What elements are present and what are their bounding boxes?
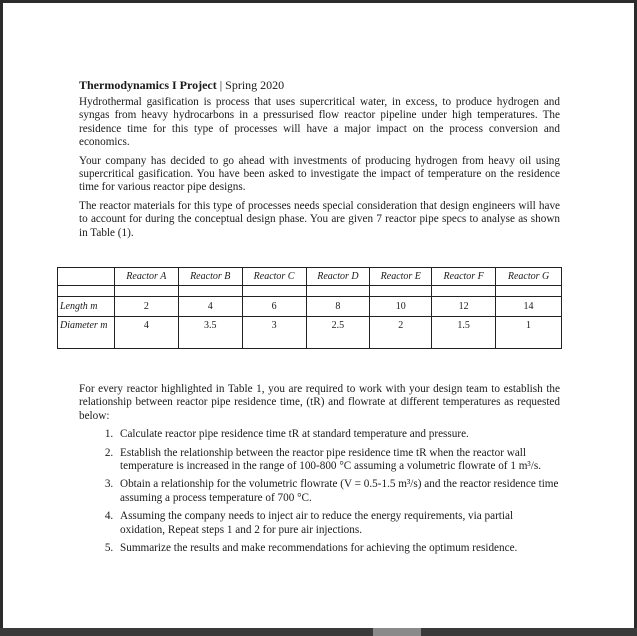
table-cell: 1.5 <box>432 317 496 349</box>
paragraph-requirements: For every reactor highlighted in Table 1, you are required to work with your design team to establish the relationship between reactor pipe residence time, (tR) and flowrate at different temperatures as requested below: <box>79 383 560 422</box>
header-cell: Reactor D <box>306 268 370 286</box>
row-label-length: Length m <box>58 297 115 317</box>
header-cell: Reactor G <box>496 268 562 286</box>
task-list <box>79 428 560 555</box>
table-cell: 10 <box>370 297 432 317</box>
list-item: 1. Calculate reactor pipe residence time tR at standard temperature and pressure. <box>116 428 560 441</box>
table-cell: 6 <box>242 297 306 317</box>
list-item: 2. Establish the relationship between the reactor pipe residence time tR when the reactor wall temperature is increased in the range of 100-800 °C assuming a volumetric flowrate of 1 m³/s. <box>116 447 560 474</box>
table-cell: 2 <box>370 317 432 349</box>
title-term: Spring 2020 <box>225 78 285 92</box>
table-cell: 2 <box>114 297 178 317</box>
document-body <box>79 78 560 245</box>
paragraph-company: Your company has decided to go ahead with investments of producing hydrogen from heavy oil using supercritical gasification. You have been asked to investigate the impact of temperature on the residence time for various reactor pipe designs. <box>79 154 560 194</box>
header-cell: Reactor F <box>432 268 496 286</box>
table-row <box>58 297 562 317</box>
document-title <box>79 78 560 93</box>
table-cell: 4 <box>114 317 178 349</box>
bottom-scrollbar[interactable] <box>0 628 637 636</box>
window-top-border <box>0 0 637 3</box>
list-item: 5. Summarize the results and make recommendations for achieving the optimum residence. <box>116 542 560 555</box>
window-left-border <box>0 0 3 636</box>
requirements-section <box>79 383 560 560</box>
title-separator: | <box>219 78 223 92</box>
table-header-row <box>58 268 562 286</box>
reactor-specs-table <box>57 267 562 349</box>
table-cell: 14 <box>496 297 562 317</box>
header-cell: Reactor C <box>242 268 306 286</box>
scrollbar-thumb[interactable] <box>373 628 421 636</box>
table-cell: 1 <box>496 317 562 349</box>
table-row <box>58 317 562 349</box>
paragraph-materials: The reactor materials for this type of processes needs special consideration that design engineers will have to account for during the conceptual design phase. You are given 7 reactor pipe specs to analyse as shown in Table (1). <box>79 199 560 239</box>
paragraph-intro: Hydrothermal gasification is process that uses supercritical water, in excess, to produce hydrogen and syngas from heavy hydrocarbons in a pressurised flow reactor pipeline under high temperatures. The residence time for this type of processes will have a major impact on the process conversion and economics. <box>79 96 560 149</box>
table-cell: 12 <box>432 297 496 317</box>
title-bold: Thermodynamics I Project <box>79 78 217 92</box>
header-cell: Reactor E <box>370 268 432 286</box>
table-cell: 8 <box>306 297 370 317</box>
table-cell: 3 <box>242 317 306 349</box>
row-label-diameter: Diameter m <box>58 317 115 349</box>
table-cell: 3.5 <box>178 317 242 349</box>
list-item: 4. Assuming the company needs to inject air to reduce the energy requirements, via partial oxidation, Repeat steps 1 and 2 for pure air injections. <box>116 510 560 537</box>
table-cell: 2.5 <box>306 317 370 349</box>
header-corner-cell <box>58 268 115 286</box>
table-cell: 4 <box>178 297 242 317</box>
header-cell: Reactor A <box>114 268 178 286</box>
header-cell: Reactor B <box>178 268 242 286</box>
list-item: 3. Obtain a relationship for the volumetric flowrate (V = 0.5-1.5 m³/s) and the reactor residence time assuming a process temperature of 700 °C. <box>116 478 560 505</box>
table-spacer-row <box>58 286 562 297</box>
